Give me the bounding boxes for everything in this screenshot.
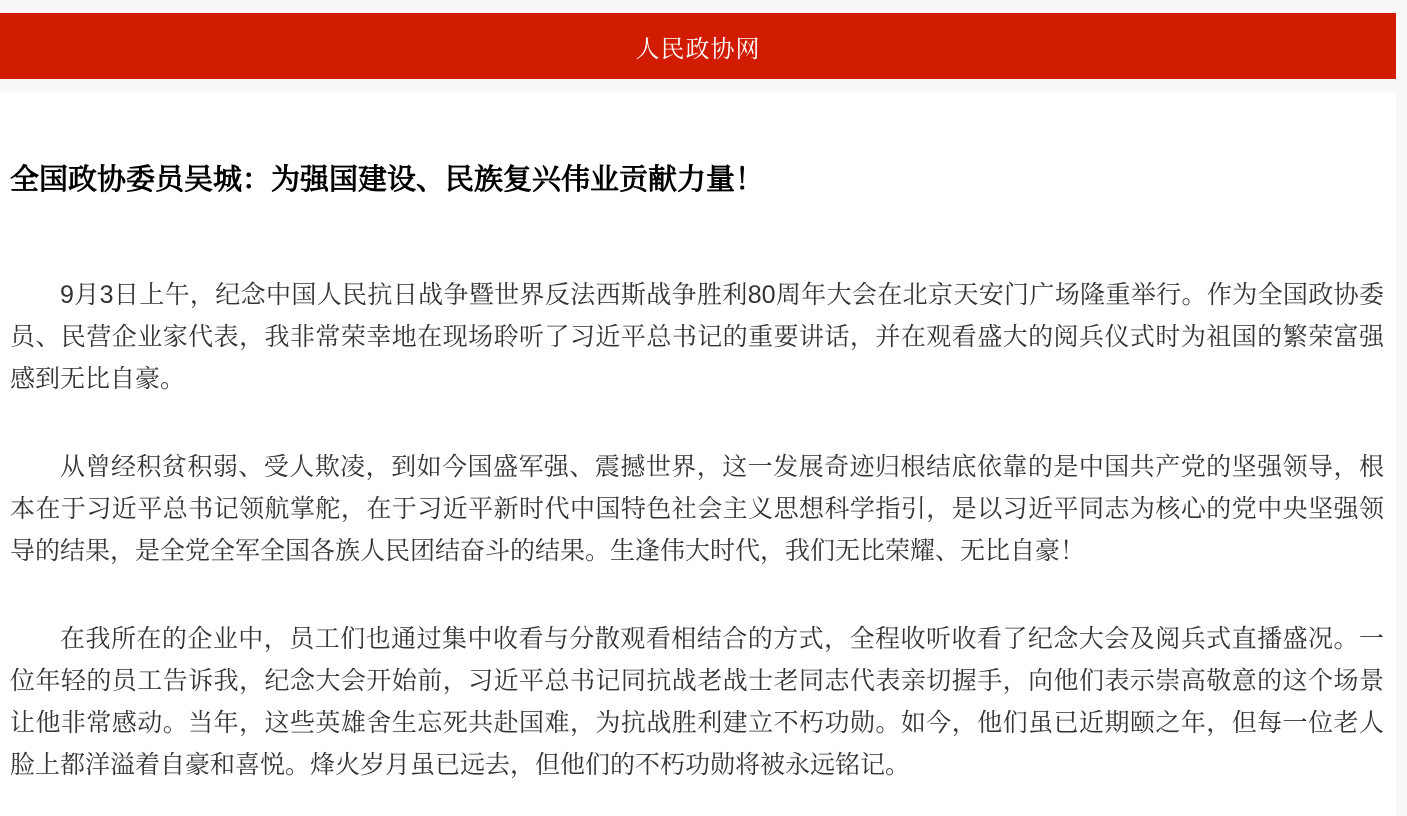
article-paragraph: 从曾经积贫积弱、受人欺凌，到如今国盛军强、震撼世界，这一发展奇迹归根结底依靠的是中国共产党的坚强领导，根本在于习近平总书记领航掌舵，在于习近平新时代中国特色社会主义思想科学指引，是以习近平同志为核心的党中央坚强领导的结果，是全党全军全国各族人民团结奋斗的结果。生逢伟大时代，我们无比荣耀、无比自豪！ <box>10 453 1384 566</box>
article-paragraph: 9月3日上午，纪念中国人民抗日战争暨世界反法西斯战争胜利80周年大会在北京天安门广场隆重举行。作为全国政协委员、民营企业家代表，我非常荣幸地在现场聆听了习近平总书记的重要讲话，并在观看盛大的阅兵仪式时为祖国的繁荣富强感到无比自豪。 <box>10 281 1384 394</box>
site-name: 人民政协网 <box>635 35 761 63</box>
header-gap <box>0 79 1396 93</box>
site-header <box>0 13 1396 79</box>
article-body <box>10 274 1384 786</box>
article-paragraph: 在我所在的企业中，员工们也通过集中收看与分散观看相结合的方式，全程收听收看了纪念大会及阅兵式直播盛况。一位年轻的员工告诉我，纪念大会开始前，习近平总书记同抗战老战士老同志代表亲切握手，向他们表示崇高敬意的这个场景让他非常感动。当年，这些英雄舍生忘死共赴国难，为抗战胜利建立不朽功勋。如今，他们虽已近期颐之年，但每一位老人脸上都洋溢着自豪和喜悦。烽火岁月虽已远去，但他们的不朽功勋将被永远铭记。 <box>10 625 1384 780</box>
article-title: 全国政协委员吴城：为强国建设、民族复兴伟业贡献力量！ <box>10 164 765 196</box>
top-gap <box>0 0 1396 13</box>
article-content <box>0 93 1396 816</box>
